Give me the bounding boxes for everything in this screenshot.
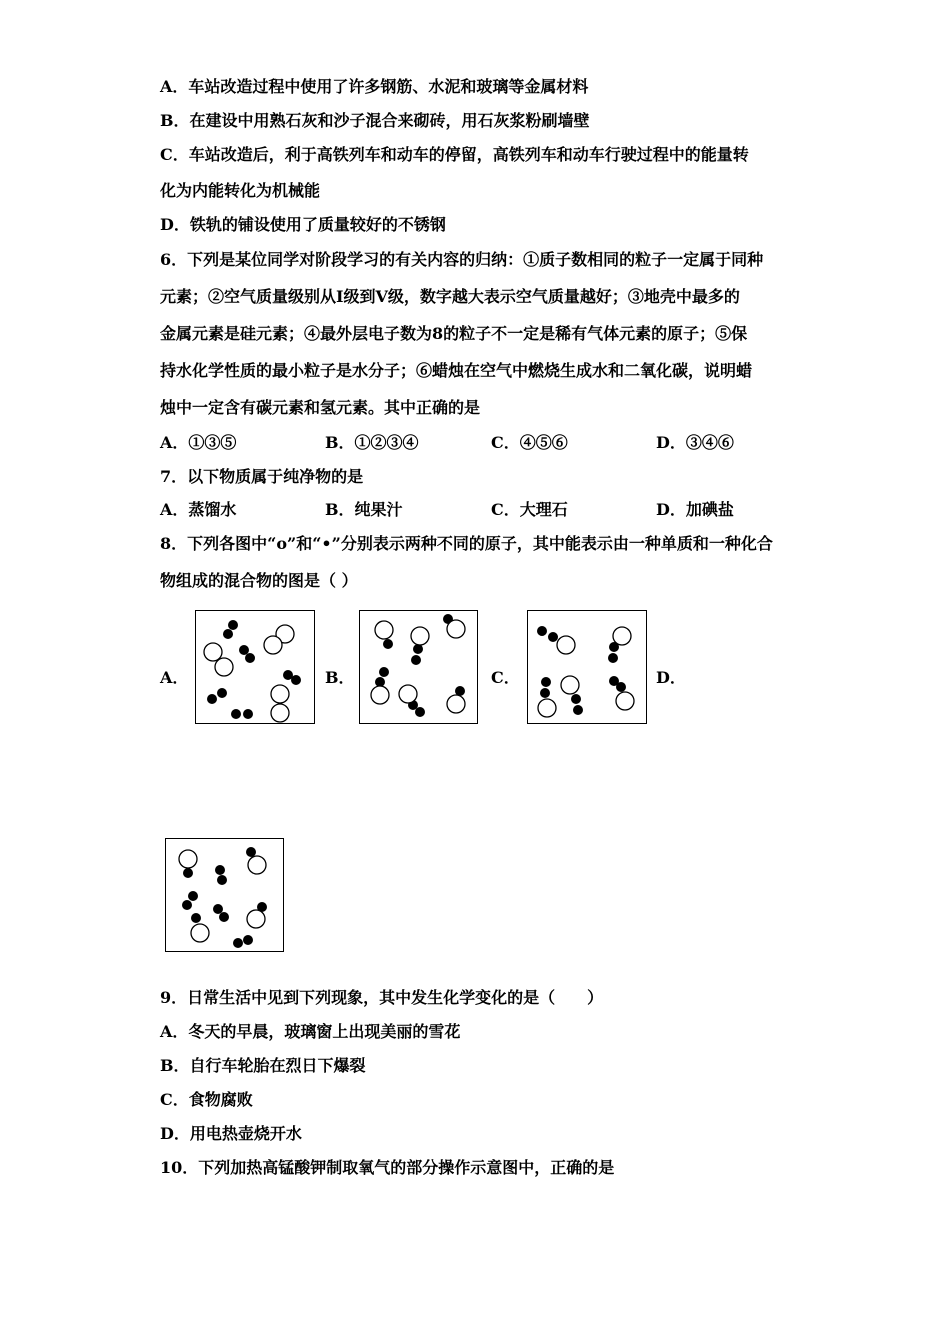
q8-diagram-c <box>527 610 647 724</box>
q8-stem-line2: 物组成的混合物的图是（ ） <box>160 571 358 590</box>
q6-option-d: D．③④⑥ <box>656 433 734 452</box>
q6-stem-line1: 6．下列是某位同学对阶段学习的有关内容的归纳：①质子数相同的粒子一定属于同种 <box>160 250 764 269</box>
q8-stem-line1: 8．下列各图中“o”和“•”分别表示两种不同的原子，其中能表示由一种单质和一种化合 <box>160 534 773 553</box>
q8-diagram-a <box>195 610 315 724</box>
q9-stem: 9．日常生活中见到下列现象，其中发生化学变化的是（ ） <box>160 988 604 1007</box>
molecule-diagram-a-svg <box>196 611 316 725</box>
q6-stem-line5: 烛中一定含有碳元素和氢元素。其中正确的是 <box>160 398 481 417</box>
q6-option-c: C．④⑤⑥ <box>491 433 568 452</box>
q7-option-a: A．蒸馏水 <box>160 500 237 519</box>
q6-option-a: A．①③⑤ <box>160 433 237 452</box>
q9-option-c: C．食物腐败 <box>160 1090 253 1109</box>
q9-option-a: A．冬天的早晨，玻璃窗上出现美丽的雪花 <box>160 1022 461 1041</box>
q8-diagram-b <box>359 610 478 724</box>
q8-diagram-d <box>165 838 284 952</box>
q5-option-c-line1: C．车站改造后，利于高铁列车和动车的停留，高铁列车和动车行驶过程中的能量转 <box>160 145 749 164</box>
q8-label-a: A． <box>160 668 189 687</box>
molecule-diagram-b-svg <box>360 611 479 725</box>
q7-option-c: C．大理石 <box>491 500 568 519</box>
q7-option-d: D．加碘盐 <box>656 500 734 519</box>
q8-label-c: C． <box>491 668 520 687</box>
molecule-diagram-d-svg <box>166 839 285 953</box>
q10-stem: 10．下列加热高锰酸钾制取氧气的部分操作示意图中，正确的是 <box>160 1158 615 1177</box>
q5-option-c-line2: 化为内能转化为机械能 <box>160 181 321 200</box>
q9-option-d: D．用电热壶烧开水 <box>160 1124 302 1143</box>
q6-option-b: B．①②③④ <box>325 433 419 452</box>
q9-option-b: B．自行车轮胎在烈日下爆裂 <box>160 1056 366 1075</box>
molecule-diagram-c-svg <box>528 611 648 725</box>
q8-label-d: D． <box>656 668 686 687</box>
q6-stem-line2: 元素；②空气质量级别从Ⅰ级到Ⅴ级，数字越大表示空气质量越好；③地壳中最多的 <box>160 287 740 306</box>
q7-stem: 7．以下物质属于纯净物的是 <box>160 467 364 486</box>
q5-option-a: A．车站改造过程中使用了许多钢筋、水泥和玻璃等金属材料 <box>160 77 589 96</box>
q6-stem-line3: 金属元素是硅元素；④最外层电子数为8的粒子不一定是稀有气体元素的原子；⑤保 <box>160 324 748 343</box>
q6-stem-line4: 持水化学性质的最小粒子是水分子；⑥蜡烛在空气中燃烧生成水和二氧化碳，说明蜡 <box>160 361 753 380</box>
q5-option-d: D．铁轨的铺设使用了质量较好的不锈钢 <box>160 215 446 234</box>
q7-option-b: B．纯果汁 <box>325 500 403 519</box>
q5-option-b: B．在建设中用熟石灰和沙子混合来砌砖，用石灰浆粉刷墙壁 <box>160 111 590 130</box>
q8-label-b: B． <box>325 668 355 687</box>
